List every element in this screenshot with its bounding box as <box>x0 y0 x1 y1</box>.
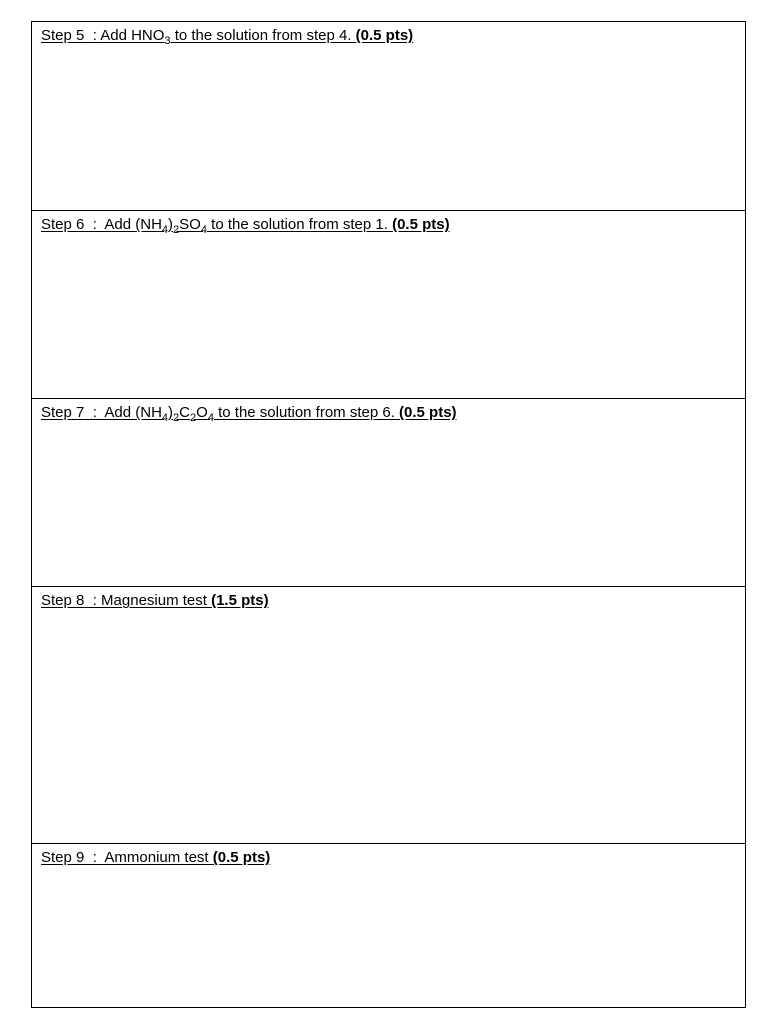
formula-subscript: 2 <box>173 412 180 424</box>
step-7-heading <box>41 404 457 422</box>
formula-subscript: 2 <box>190 412 197 424</box>
points-value: (0.5 pts) <box>399 404 457 421</box>
formula-subscript: 4 <box>207 412 214 424</box>
step-separator: : <box>84 849 105 866</box>
step-instruction: Add HNO <box>100 27 165 44</box>
step-7-box <box>32 399 745 587</box>
step-instruction: ) <box>168 404 174 421</box>
points-value: (0.5 pts) <box>392 216 450 233</box>
step-instruction: ) <box>168 216 174 233</box>
step-5-heading <box>41 27 413 45</box>
points-value: (1.5 pts) <box>211 592 269 609</box>
step-9-heading <box>41 849 270 867</box>
formula-subscript: 4 <box>200 224 207 236</box>
step-5-answer-area[interactable] <box>32 50 745 210</box>
step-label: Step 6 <box>41 216 85 233</box>
step-instruction: Add (NH <box>104 216 162 233</box>
worksheet-table <box>31 21 746 1008</box>
formula-subscript: 4 <box>161 412 169 424</box>
step-separator: : <box>84 592 102 609</box>
step-8-heading <box>41 592 269 610</box>
step-6-answer-area[interactable] <box>32 239 745 398</box>
step-label: Step 7 <box>41 404 85 421</box>
step-5-box <box>32 22 745 211</box>
step-instruction: to the solution from step 1. <box>206 216 393 233</box>
step-6-heading <box>41 216 450 234</box>
formula-subscript: 4 <box>161 224 169 236</box>
step-instruction: to the solution from step 4. <box>170 27 356 44</box>
step-instruction: to the solution from step 6. <box>213 404 400 421</box>
step-label: Step 9 <box>41 849 85 866</box>
step-6-box <box>32 211 745 399</box>
step-8-box <box>32 587 745 844</box>
step-instruction: Ammonium test <box>104 849 213 866</box>
step-9-box <box>32 844 745 1007</box>
step-instruction: C <box>179 404 191 421</box>
step-8-answer-area[interactable] <box>32 615 745 843</box>
formula-subscript: 2 <box>173 224 180 236</box>
step-7-answer-area[interactable] <box>32 427 745 586</box>
step-instruction: Magnesium test <box>101 592 212 609</box>
step-separator: : <box>84 404 105 421</box>
formula-subscript: 3 <box>164 35 171 47</box>
step-instruction: O <box>196 404 208 421</box>
step-instruction: Add (NH <box>104 404 162 421</box>
step-instruction: SO <box>179 216 201 233</box>
step-separator: : <box>84 216 105 233</box>
points-value: (0.5 pts) <box>212 849 271 866</box>
step-separator: : <box>84 27 101 44</box>
step-label: Step 5 <box>41 27 85 44</box>
step-label: Step 8 <box>41 592 85 609</box>
points-value: (0.5 pts) <box>355 27 414 44</box>
step-9-answer-area[interactable] <box>32 872 745 1007</box>
